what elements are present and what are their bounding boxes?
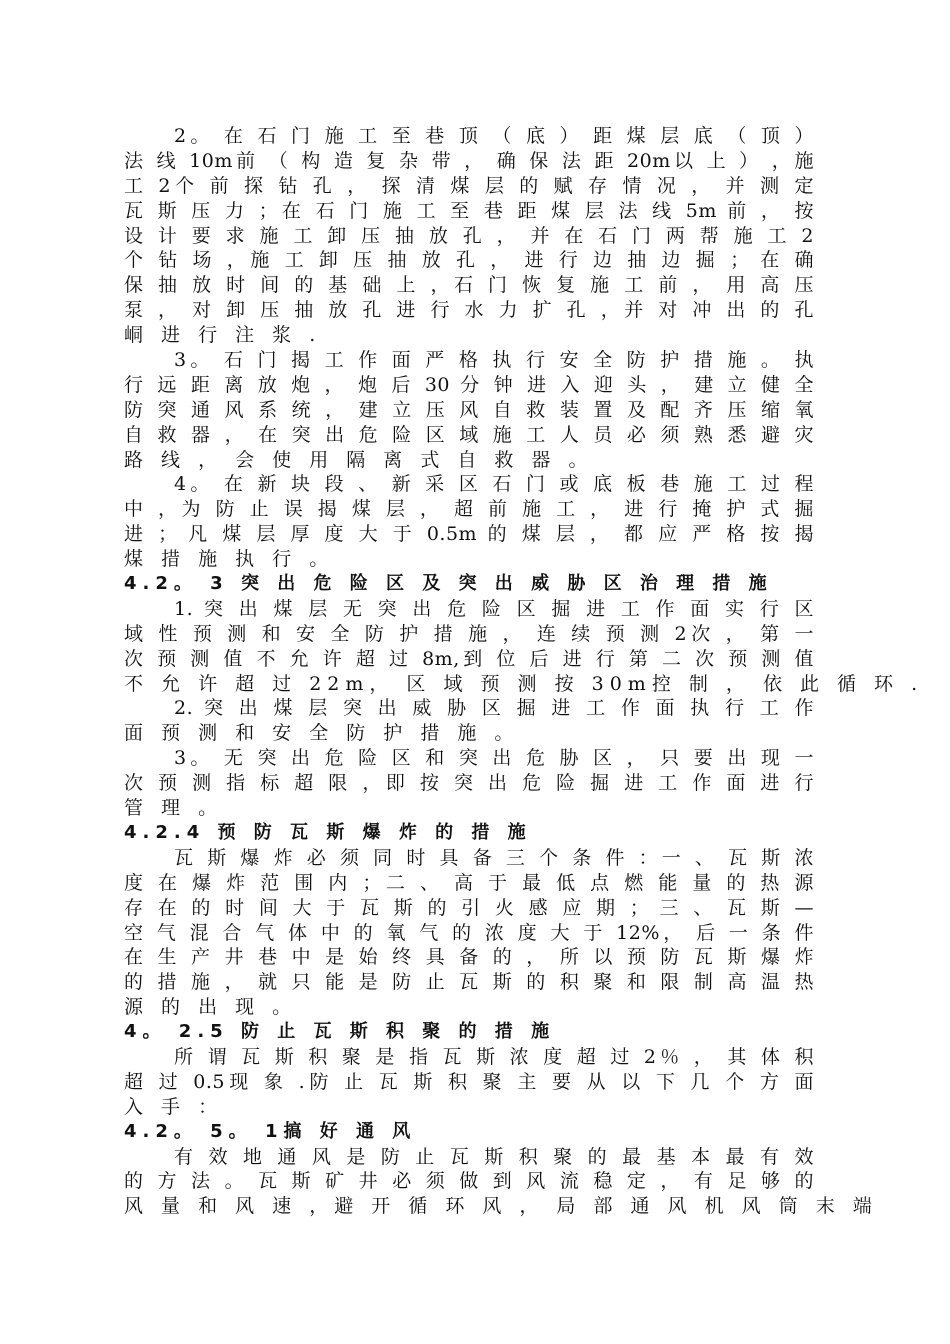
text-line: 空 气 混 合 气 体 中 的 氧 气 的 浓 度 大 于 12%， 后 一 条 件 (124, 921, 814, 944)
text-line: 源 的 出 现 。 (124, 996, 298, 1019)
text-line: 法 线 10m前 （ 构 造 复 杂 带 ， 确 保 法 距 20m以 上 ） ，施 (124, 149, 814, 172)
text-line: 个 钻 场 ，施 工 卸 压 抽 放 孔 ， 进 行 边 抽 边 掘 ； 在 确 (124, 249, 814, 272)
text-line: 所 谓 瓦 斯 积 聚 是 指 瓦 斯 浓 度 超 过 2％ ， 其 体 积 (174, 1045, 814, 1068)
text-line: 煤 措 施 执 行 。 (124, 548, 335, 571)
section-heading: 4.2.4 预 防 瓦 斯 爆 炸 的 措 施 (124, 821, 532, 843)
text-line: 存 在 的 时 间 大 于 瓦 斯 的 引 火 感 应 期 ； 三 、 瓦 斯 — (124, 896, 814, 919)
text-line: 进 ； 凡 煤 层 厚 度 大 于 0.5m 的 煤 层 ， 都 应 严 格 按 揭 (124, 523, 814, 546)
text-line: 2. 突 出 煤 层 突 出 威 胁 区 掘 进 工 作 面 执 行 工 作 (174, 697, 814, 720)
text-line: 入 手 ： (124, 1095, 224, 1118)
text-line: 的 措 施 ， 就 只 能 是 防 止 瓦 斯 的 积 聚 和 限 制 高 温 热 (124, 971, 814, 994)
text-line: 超 过 0.5现 象 .防 止 瓦 斯 积 聚 主 要 从 以 下 几 个 方 面 (124, 1070, 814, 1093)
text-line: 2。 在 石 门 施 工 至 巷 顶 （ 底 ） 距 煤 层 底 （ 顶 ） (174, 125, 814, 147)
text-line: 有 效 地 通 风 是 防 止 瓦 斯 积 聚 的 最 基 本 最 有 效 (174, 1145, 814, 1168)
section-heading: 4.2。 5。 1搞 好 通 风 (124, 1120, 417, 1142)
text-line: 度 在 爆 炸 范 围 内 ；二 、 高 于 最 低 点 燃 能 量 的 热 源 (124, 871, 814, 894)
text-line: 的 方 法 。 瓦 斯 矿 井 必 须 做 到 风 流 稳 定 ， 有 足 够 的 (124, 1170, 814, 1193)
paragraph (124, 746, 814, 821)
paragraph (124, 472, 814, 572)
text-line: 工 2个 前 探 钻 孔 ， 探 清 煤 层 的 赋 存 情 况 ， 并 测 定 (124, 174, 814, 197)
section-heading: 4.2。 3 突 出 危 险 区 及 突 出 威 胁 区 治 理 措 施 (124, 573, 773, 595)
text-line: 行 远 距 离 放 炮 ， 炮 后 30 分 钟 进 入 迎 头 ， 建 立 健 全 (124, 373, 814, 396)
paragraph (124, 696, 814, 746)
text-line: 峒 进 行 注 浆 . (124, 324, 322, 347)
text-line: 次 预 测 值 不 允 许 超 过 8m,到 位 后 进 行 第 二 次 预 测 值 (124, 647, 814, 670)
text-line: 中 ，为 防 止 误 揭 煤 层 ， 超 前 施 工 ， 进 行 掩 护 式 掘 (124, 498, 814, 521)
section-heading: 4。 2.5 防 止 瓦 斯 积 聚 的 措 施 (124, 1021, 556, 1043)
text-line: 瓦 斯 爆 炸 必 须 同 时 具 备 三 个 条 件 ：一 、 瓦 斯 浓 (174, 846, 814, 869)
text-line: 保 抽 放 时 间 的 基 础 上 ，石 门 恢 复 施 工 前 ， 用 高 压 (124, 274, 814, 297)
text-line: 不 允 许 超 过 22m， 区 域 预 测 按 30m控 制 ， 依 此 循 环 . (124, 672, 924, 695)
paragraph (124, 846, 814, 1020)
text-line: 1. 突 出 煤 层 无 突 出 危 险 区 掘 进 工 作 面 实 行 区 (174, 597, 814, 620)
text-line: 泵 ， 对 卸 压 抽 放 孔 进 行 水 力 扩 孔 ，并 对 冲 出 的 孔 (124, 299, 814, 322)
text-line: 设 计 要 求 施 工 卸 压 抽 放 孔 ， 并 在 石 门 两 帮 施 工 2 (124, 224, 814, 247)
text-line: 防 突 通 风 系 统 ， 建 立 压 风 自 救 装 置 及 配 齐 压 缩 氧 (124, 398, 814, 421)
text-line: 风 量 和 风 速 ，避 开 循 环 风 ， 局 部 通 风 机 风 筒 末 端 (124, 1195, 878, 1218)
paragraph (124, 597, 924, 697)
text-line: 瓦 斯 压 力 ；在 石 门 施 工 至 巷 距 煤 层 法 线 5m 前 ， 按 (124, 199, 814, 222)
paragraph (124, 348, 814, 472)
text-line: 3。 石 门 揭 工 作 面 严 格 执 行 安 全 防 护 措 施 。 执 (174, 349, 814, 372)
text-line: 3。 无 突 出 危 险 区 和 突 出 危 胁 区 ， 只 要 出 现 一 (174, 747, 814, 770)
text-line: 路 线 ， 会 使 用 隔 离 式 自 救 器 。 (124, 448, 594, 471)
paragraph (124, 124, 814, 348)
text-line: 次 预 测 指 标 超 限 ，即 按 突 出 危 险 掘 进 工 作 面 进 行 (124, 772, 814, 795)
paragraph (124, 1045, 814, 1120)
text-line: 在 生 产 井 巷 中 是 始 终 具 备 的 ， 所 以 预 防 瓦 斯 爆 炸 (124, 946, 814, 969)
text-line: 域 性 预 测 和 安 全 防 护 措 施 ， 连 续 预 测 2次 ， 第 一 (124, 622, 814, 645)
paragraph (124, 1145, 878, 1220)
text-line: 4。 在 新 块 段 、 新 采 区 石 门 或 底 板 巷 施 工 过 程 (174, 473, 814, 496)
text-line: 自 救 器 ， 在 突 出 危 险 区 域 施 工 人 员 必 须 熟 悉 避 灾 (124, 423, 814, 446)
text-line: 管 理 。 (124, 797, 224, 820)
document-body (124, 124, 924, 1219)
text-line: 面 预 测 和 安 全 防 护 措 施 。 (124, 722, 520, 745)
